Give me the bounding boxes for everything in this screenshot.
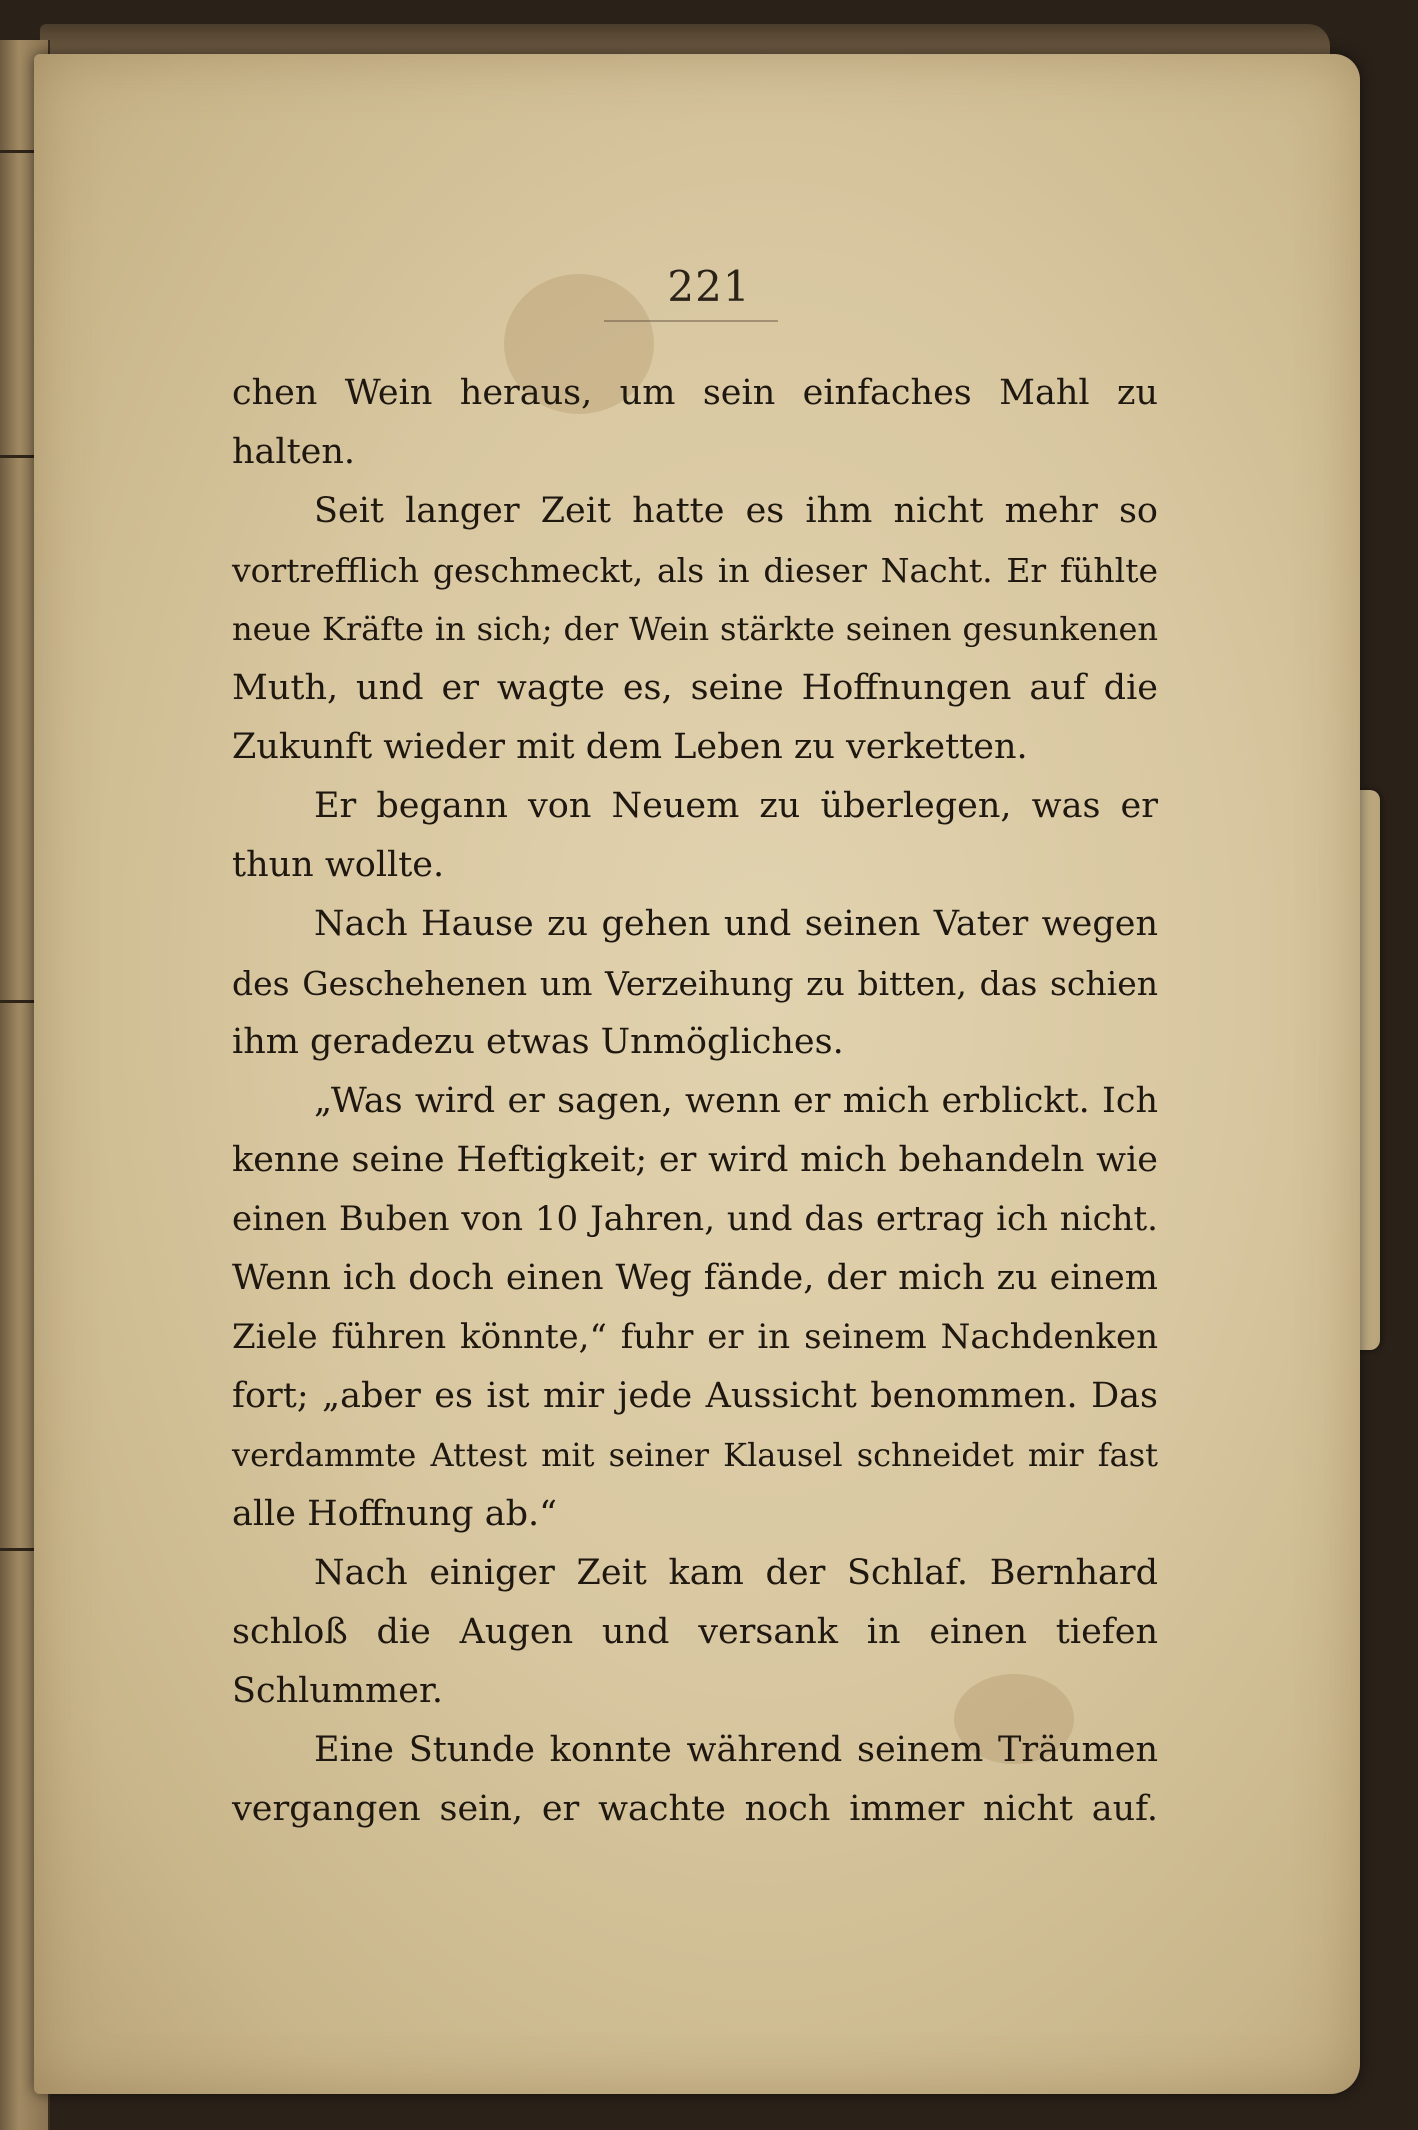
text-line: Seit langer Zeit hatte es ihm nicht mehr so bbox=[314, 491, 1158, 531]
text-line: chen Wein heraus, um sein einfaches Mahl zu bbox=[232, 373, 1158, 413]
text-line: Muth, und er wagte es, seine Hoffnungen auf die bbox=[232, 668, 1158, 708]
text-line: neue Kräfte in sich; der Wein stärkte seinen gesunkenen bbox=[232, 610, 1158, 648]
text-line: schloß die Augen und versank in einen tiefen bbox=[232, 1612, 1158, 1652]
text-line: alle Hoffnung ab.“ bbox=[232, 1494, 557, 1534]
text-line: Zukunft wieder mit dem Leben zu verketten. bbox=[232, 727, 1028, 767]
text-line: Nach Hause zu gehen und seinen Vater wegen bbox=[314, 904, 1158, 944]
text-line: Ziele führen könnte,“ fuhr er in seinem Nachdenken bbox=[232, 1317, 1158, 1357]
text-line: ihm geradezu etwas Unmögliches. bbox=[232, 1022, 844, 1062]
text-line: einen Buben von 10 Jahren, und das ertrag ich nicht. bbox=[232, 1199, 1158, 1239]
text-line: verdammte Attest mit seiner Klausel schneidet mir fast bbox=[232, 1436, 1158, 1474]
text-line: Wenn ich doch einen Weg fände, der mich zu einem bbox=[232, 1258, 1158, 1298]
text-line: thun wollte. bbox=[232, 845, 445, 885]
text-line: des Geschehenen um Verzeihung zu bitten, das schien bbox=[232, 964, 1158, 1003]
page-number-rule bbox=[604, 320, 778, 322]
text-line: „Was wird er sagen, wenn er mich erblickt. Ich bbox=[314, 1081, 1158, 1121]
text-line: vergangen sein, er wachte noch immer nicht auf. bbox=[232, 1789, 1158, 1829]
body-text bbox=[232, 364, 1158, 1839]
text-line: Eine Stunde konnte während seinem Träumen bbox=[314, 1730, 1158, 1770]
text-line: vortrefflich geschmeckt, als in dieser Nacht. Er fühlte bbox=[232, 551, 1158, 590]
text-line: Schlummer. bbox=[232, 1671, 443, 1711]
text-line: halten. bbox=[232, 432, 356, 472]
text-line: Er begann von Neuem zu überlegen, was er bbox=[314, 786, 1158, 826]
text-line: fort; „aber es ist mir jede Aussicht benommen. Das bbox=[232, 1376, 1158, 1416]
text-line: Nach einiger Zeit kam der Schlaf. Bernhard bbox=[314, 1553, 1158, 1593]
page-number: 221 bbox=[667, 262, 751, 311]
text-line: kenne seine Heftigkeit; er wird mich behandeln wie bbox=[232, 1140, 1158, 1180]
